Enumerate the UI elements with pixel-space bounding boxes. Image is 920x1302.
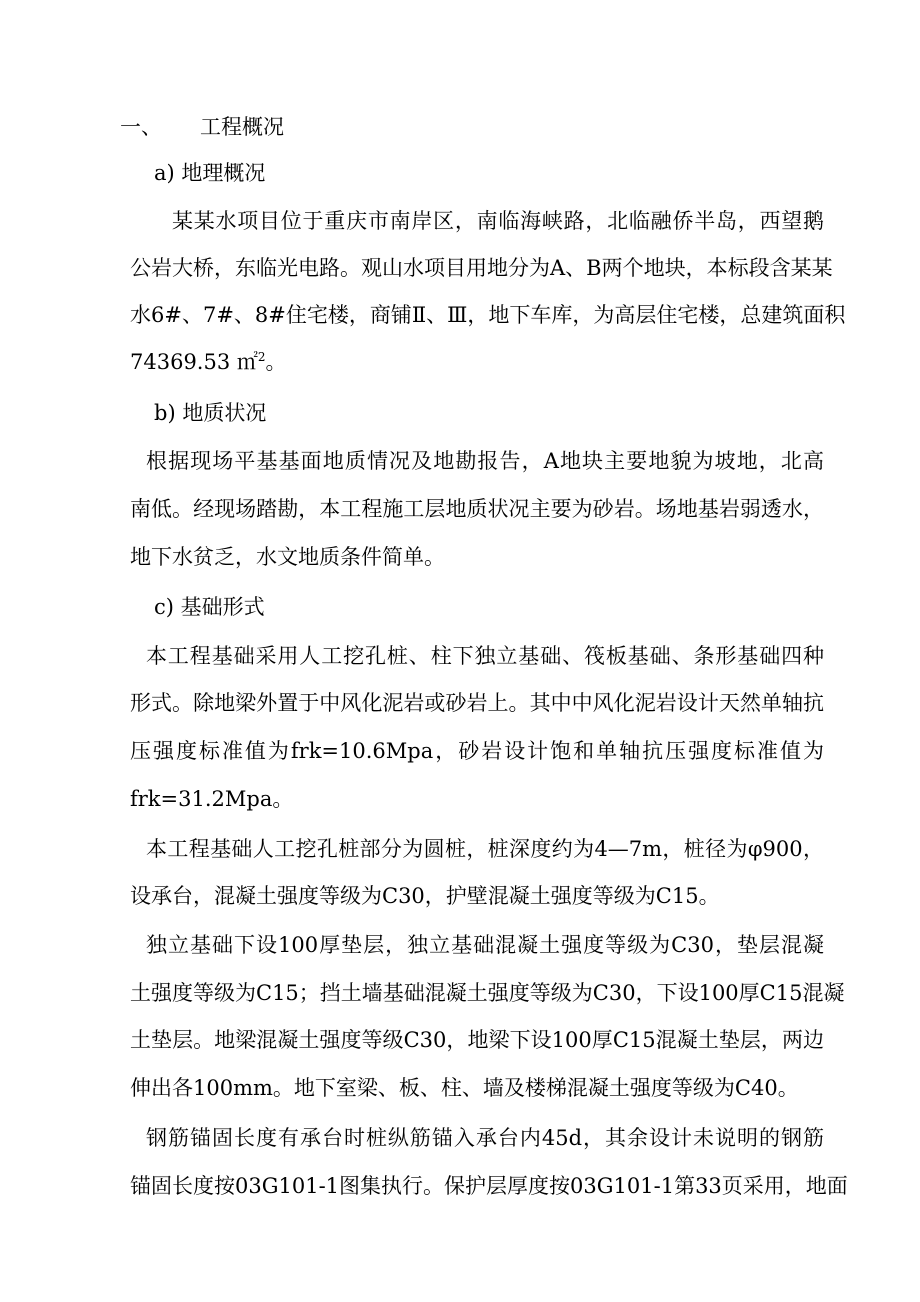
paragraph-line: 土强度等级为C15；挡土墙基础混凝土强度等级为C30，下设100厚C15混凝 xyxy=(130,981,845,1005)
subsection-heading-b xyxy=(154,398,266,428)
section-heading xyxy=(120,112,284,142)
subsection-title: 地理概况 xyxy=(181,161,266,185)
paragraph-line: frk=31.2Mpa。 xyxy=(130,787,294,811)
paragraph-line: 独立基础下设100厚垫层，独立基础混凝土强度等级为C30，垫层混凝 xyxy=(146,933,824,957)
subsection-label: c) xyxy=(154,595,174,619)
paragraph-line: 本工程基础采用人工挖孔桩、柱下独立基础、筏板基础、条形基础四种 xyxy=(146,644,824,668)
subsection-label: a) xyxy=(154,161,175,185)
paragraph-line: 公岩大桥，东临光电路。观山水项目用地分为A、B两个地块，本标段含某某 xyxy=(130,256,833,280)
subsection-heading-a xyxy=(154,158,265,188)
subsection-label: b) xyxy=(154,401,176,425)
paragraph-line: 锚固长度按03G101-1图集执行。保护层厚度按03G101-1第33页采用，地面 xyxy=(130,1174,848,1198)
sentence-end: 。 xyxy=(265,350,287,374)
subsection-title: 基础形式 xyxy=(180,595,265,619)
paragraph-line: 形式。除地梁外置于中风化泥岩或砂岩上。其中中风化泥岩设计天然单轴抗 xyxy=(130,691,824,715)
paragraph-line: 根据现场平基基面地质情况及地勘报告，A地块主要地貌为坡地，北高 xyxy=(146,449,824,473)
paragraph-line: 水6#、7#、8#住宅楼，商铺Ⅱ、Ⅲ，地下车库，为高层住宅楼，总建筑面积 xyxy=(130,303,846,327)
superscript: 2 xyxy=(257,350,266,364)
paragraph-line: 压强度标准值为frk=10.6Mpa，砂岩设计饱和单轴抗压强度标准值为 xyxy=(130,739,824,763)
subsection-title: 地质状况 xyxy=(182,401,267,425)
paragraph-line: 设承台，混凝土强度等级为C30，护壁混凝土强度等级为C15。 xyxy=(130,884,720,908)
section-number: 一、 xyxy=(120,115,162,139)
subsection-heading-c xyxy=(154,592,265,622)
paragraph-line xyxy=(130,347,287,377)
paragraph-line: 南低。经现场踏勘，本工程施工层地质状况主要为砂岩。场地基岩弱透水， xyxy=(130,497,824,521)
paragraph-line: 钢筋锚固长度有承台时桩纵筋锚入承台内45d，其余设计未说明的钢筋 xyxy=(146,1126,824,1150)
paragraph-line: 本工程基础人工挖孔桩部分为圆桩，桩深度约为4—7m，桩径为φ900， xyxy=(146,837,824,861)
area-value: 74369.53 ㎡ xyxy=(130,350,258,374)
paragraph-line: 土垫层。地梁混凝土强度等级C30，地梁下设100厚C15混凝土垫层，两边 xyxy=(130,1028,824,1052)
paragraph-line: 地下水贫乏，水文地质条件简单。 xyxy=(130,545,445,569)
paragraph-line: 某某水项目位于重庆市南岸区，南临海峡路，北临融侨半岛，西望鹅 xyxy=(172,209,824,233)
paragraph-line: 伸出各100mm。地下室梁、板、柱、墙及楼梯混凝土强度等级为C40。 xyxy=(130,1076,799,1100)
section-title: 工程概况 xyxy=(200,115,284,139)
